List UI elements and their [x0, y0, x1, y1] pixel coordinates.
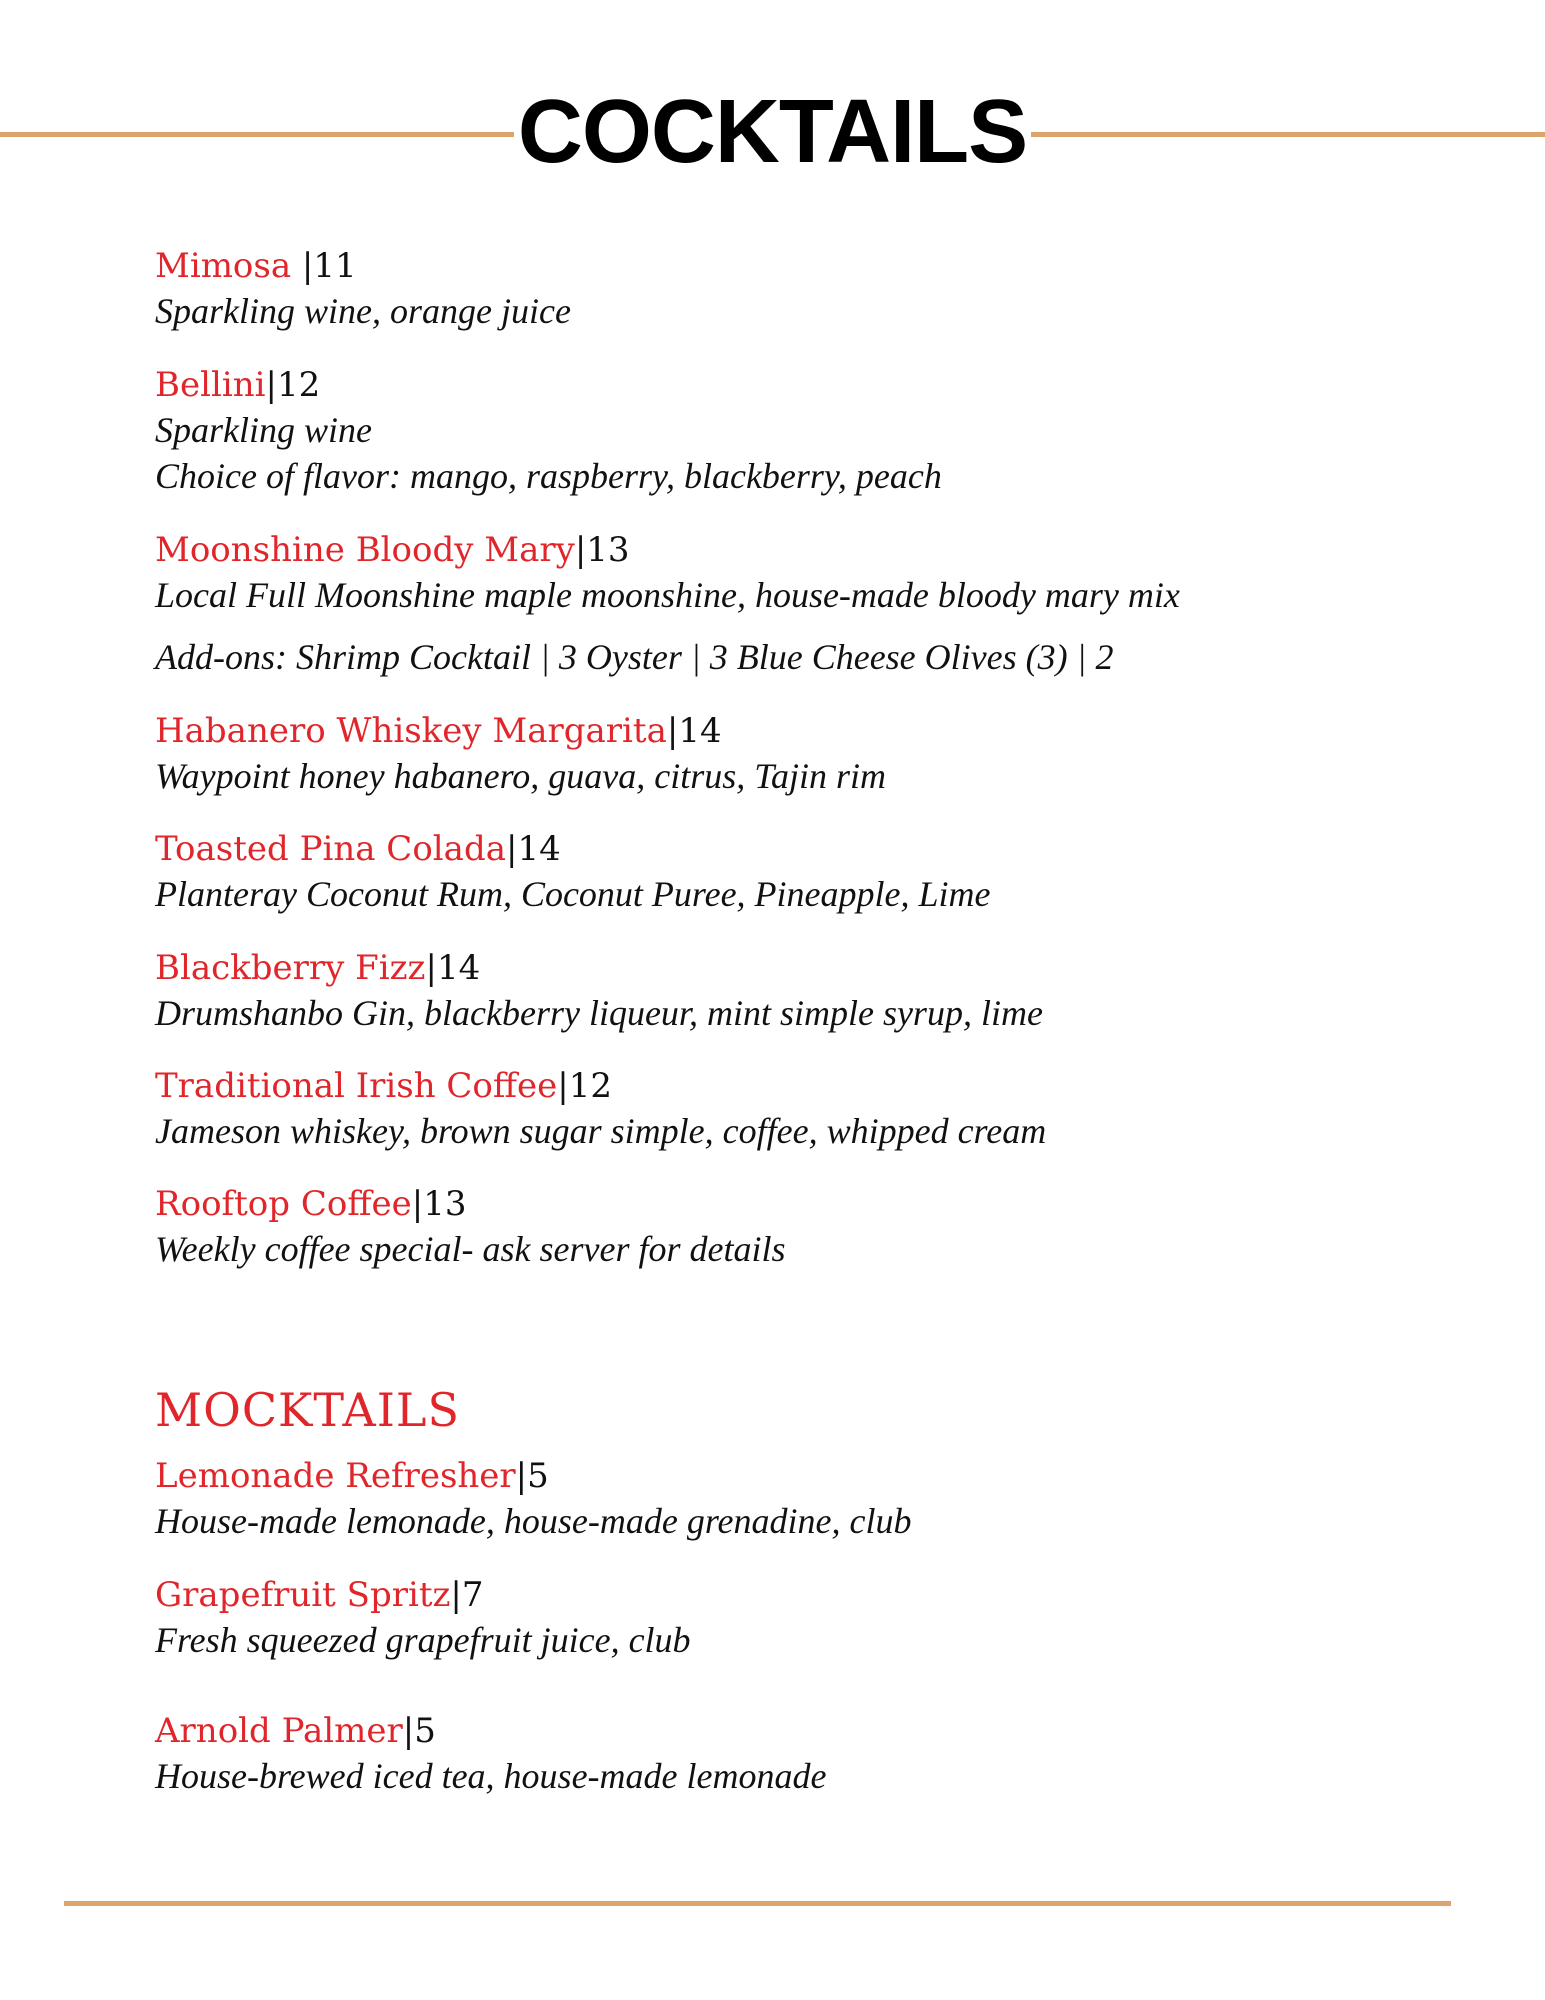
menu-item-traditional-irish-coffee: Traditional Irish Coffee|12 Jameson whiskey, brown sugar simple, coffee, whipped cream: [155, 1064, 1046, 1154]
item-description: Waypoint honey habanero, guava, citrus, Tajin rim: [155, 756, 886, 796]
item-description: Planteray Coconut Rum, Coconut Puree, Pineapple, Lime: [155, 874, 991, 914]
menu-item-blackberry-fizz: Blackberry Fizz|14 Drumshanbo Gin, blackberry liqueur, mint simple syrup, lime: [155, 946, 1043, 1036]
item-price: 13: [423, 1184, 467, 1224]
item-price: 7: [461, 1575, 484, 1615]
item-description: Sparkling wine, orange juice: [155, 291, 571, 331]
item-price: 14: [517, 829, 561, 869]
item-name: Rooftop Coffee: [155, 1184, 412, 1224]
item-name: Arnold Palmer: [155, 1711, 403, 1751]
menu-item-bellini: Bellini|12 Sparkling wine Choice of flavor: mango, raspberry, blackberry, peach: [155, 363, 942, 499]
item-name: Habanero Whiskey Margarita: [155, 711, 667, 751]
item-description: Fresh squeezed grapefruit juice, club: [155, 1620, 691, 1660]
footer-rule: [64, 1901, 1451, 1906]
item-description: Local Full Moonshine maple moonshine, house-made bloody mary mix: [155, 575, 1180, 615]
item-description: House-brewed iced tea, house-made lemonade: [155, 1756, 827, 1796]
item-price: 12: [276, 365, 321, 405]
item-price: 14: [436, 948, 481, 988]
item-description: Jameson whiskey, brown sugar simple, coffee, whipped cream: [155, 1111, 1047, 1151]
item-description: Drumshanbo Gin, blackberry liqueur, mint simple syrup, lime: [155, 993, 1043, 1033]
item-price: 14: [678, 711, 722, 751]
item-price: 11: [313, 246, 357, 286]
item-name: Blackberry Fizz: [155, 948, 426, 988]
item-name: Moonshine Bloody Mary: [155, 530, 575, 570]
menu-item-arnold-palmer: Arnold Palmer|5 House-brewed iced tea, house-made lemonade: [155, 1709, 826, 1799]
item-price: 5: [414, 1711, 436, 1751]
item-price: 5: [527, 1456, 549, 1496]
menu-item-lemonade-refresher: Lemonade Refresher|5 House-made lemonade, house-made grenadine, club: [155, 1454, 911, 1544]
menu-item-mimosa: Mimosa |11 Sparkling wine, orange juice: [155, 244, 571, 334]
menu-item-rooftop-coffee: Rooftop Coffee|13 Weekly coffee special- ask server for details: [155, 1182, 785, 1272]
item-price: 12: [568, 1066, 613, 1106]
page-title: [0, 82, 1545, 182]
menu-item-toasted-pina-colada: Toasted Pina Colada|14 Planteray Coconut Rum, Coconut Puree, Pineapple, Lime: [155, 827, 991, 917]
menu-item-grapefruit-spritz: Grapefruit Spritz|7 Fresh squeezed grapefruit juice, club: [155, 1573, 691, 1663]
item-name: Traditional Irish Coffee: [155, 1066, 558, 1106]
item-description: Sparkling wine: [155, 410, 372, 450]
item-name: Toasted Pina Colada: [155, 829, 506, 869]
item-name: Bellini: [155, 365, 266, 405]
item-description: House-made lemonade, house-made grenadine, club: [155, 1501, 912, 1541]
item-price: 13: [586, 530, 630, 570]
menu-item-moonshine-bloody-mary: Moonshine Bloody Mary|13 Local Full Moonshine maple moonshine, house-made bloody mary mix Add-ons: Shrimp Cocktail | 3 Oyster | 3 Blue Cheese Olives (3) | 2: [155, 528, 1180, 680]
item-description: Choice of flavor: mango, raspberry, blackberry, peach: [155, 456, 942, 496]
item-name: Grapefruit Spritz: [155, 1575, 451, 1615]
menu-item-habanero-whiskey-margarita: Habanero Whiskey Margarita|14 Waypoint honey habanero, guava, citrus, Tajin rim: [155, 709, 886, 799]
item-description: Weekly coffee special- ask server for details: [155, 1229, 786, 1269]
item-name: Lemonade Refresher: [155, 1456, 516, 1496]
mocktails-heading: MOCKTAILS: [155, 1383, 460, 1437]
item-addons: Add-ons: Shrimp Cocktail | 3 Oyster | 3 Blue Cheese Olives (3) | 2: [155, 637, 1114, 677]
item-name: Mimosa: [155, 246, 292, 286]
page-title-text: COCKTAILS: [514, 82, 1031, 182]
